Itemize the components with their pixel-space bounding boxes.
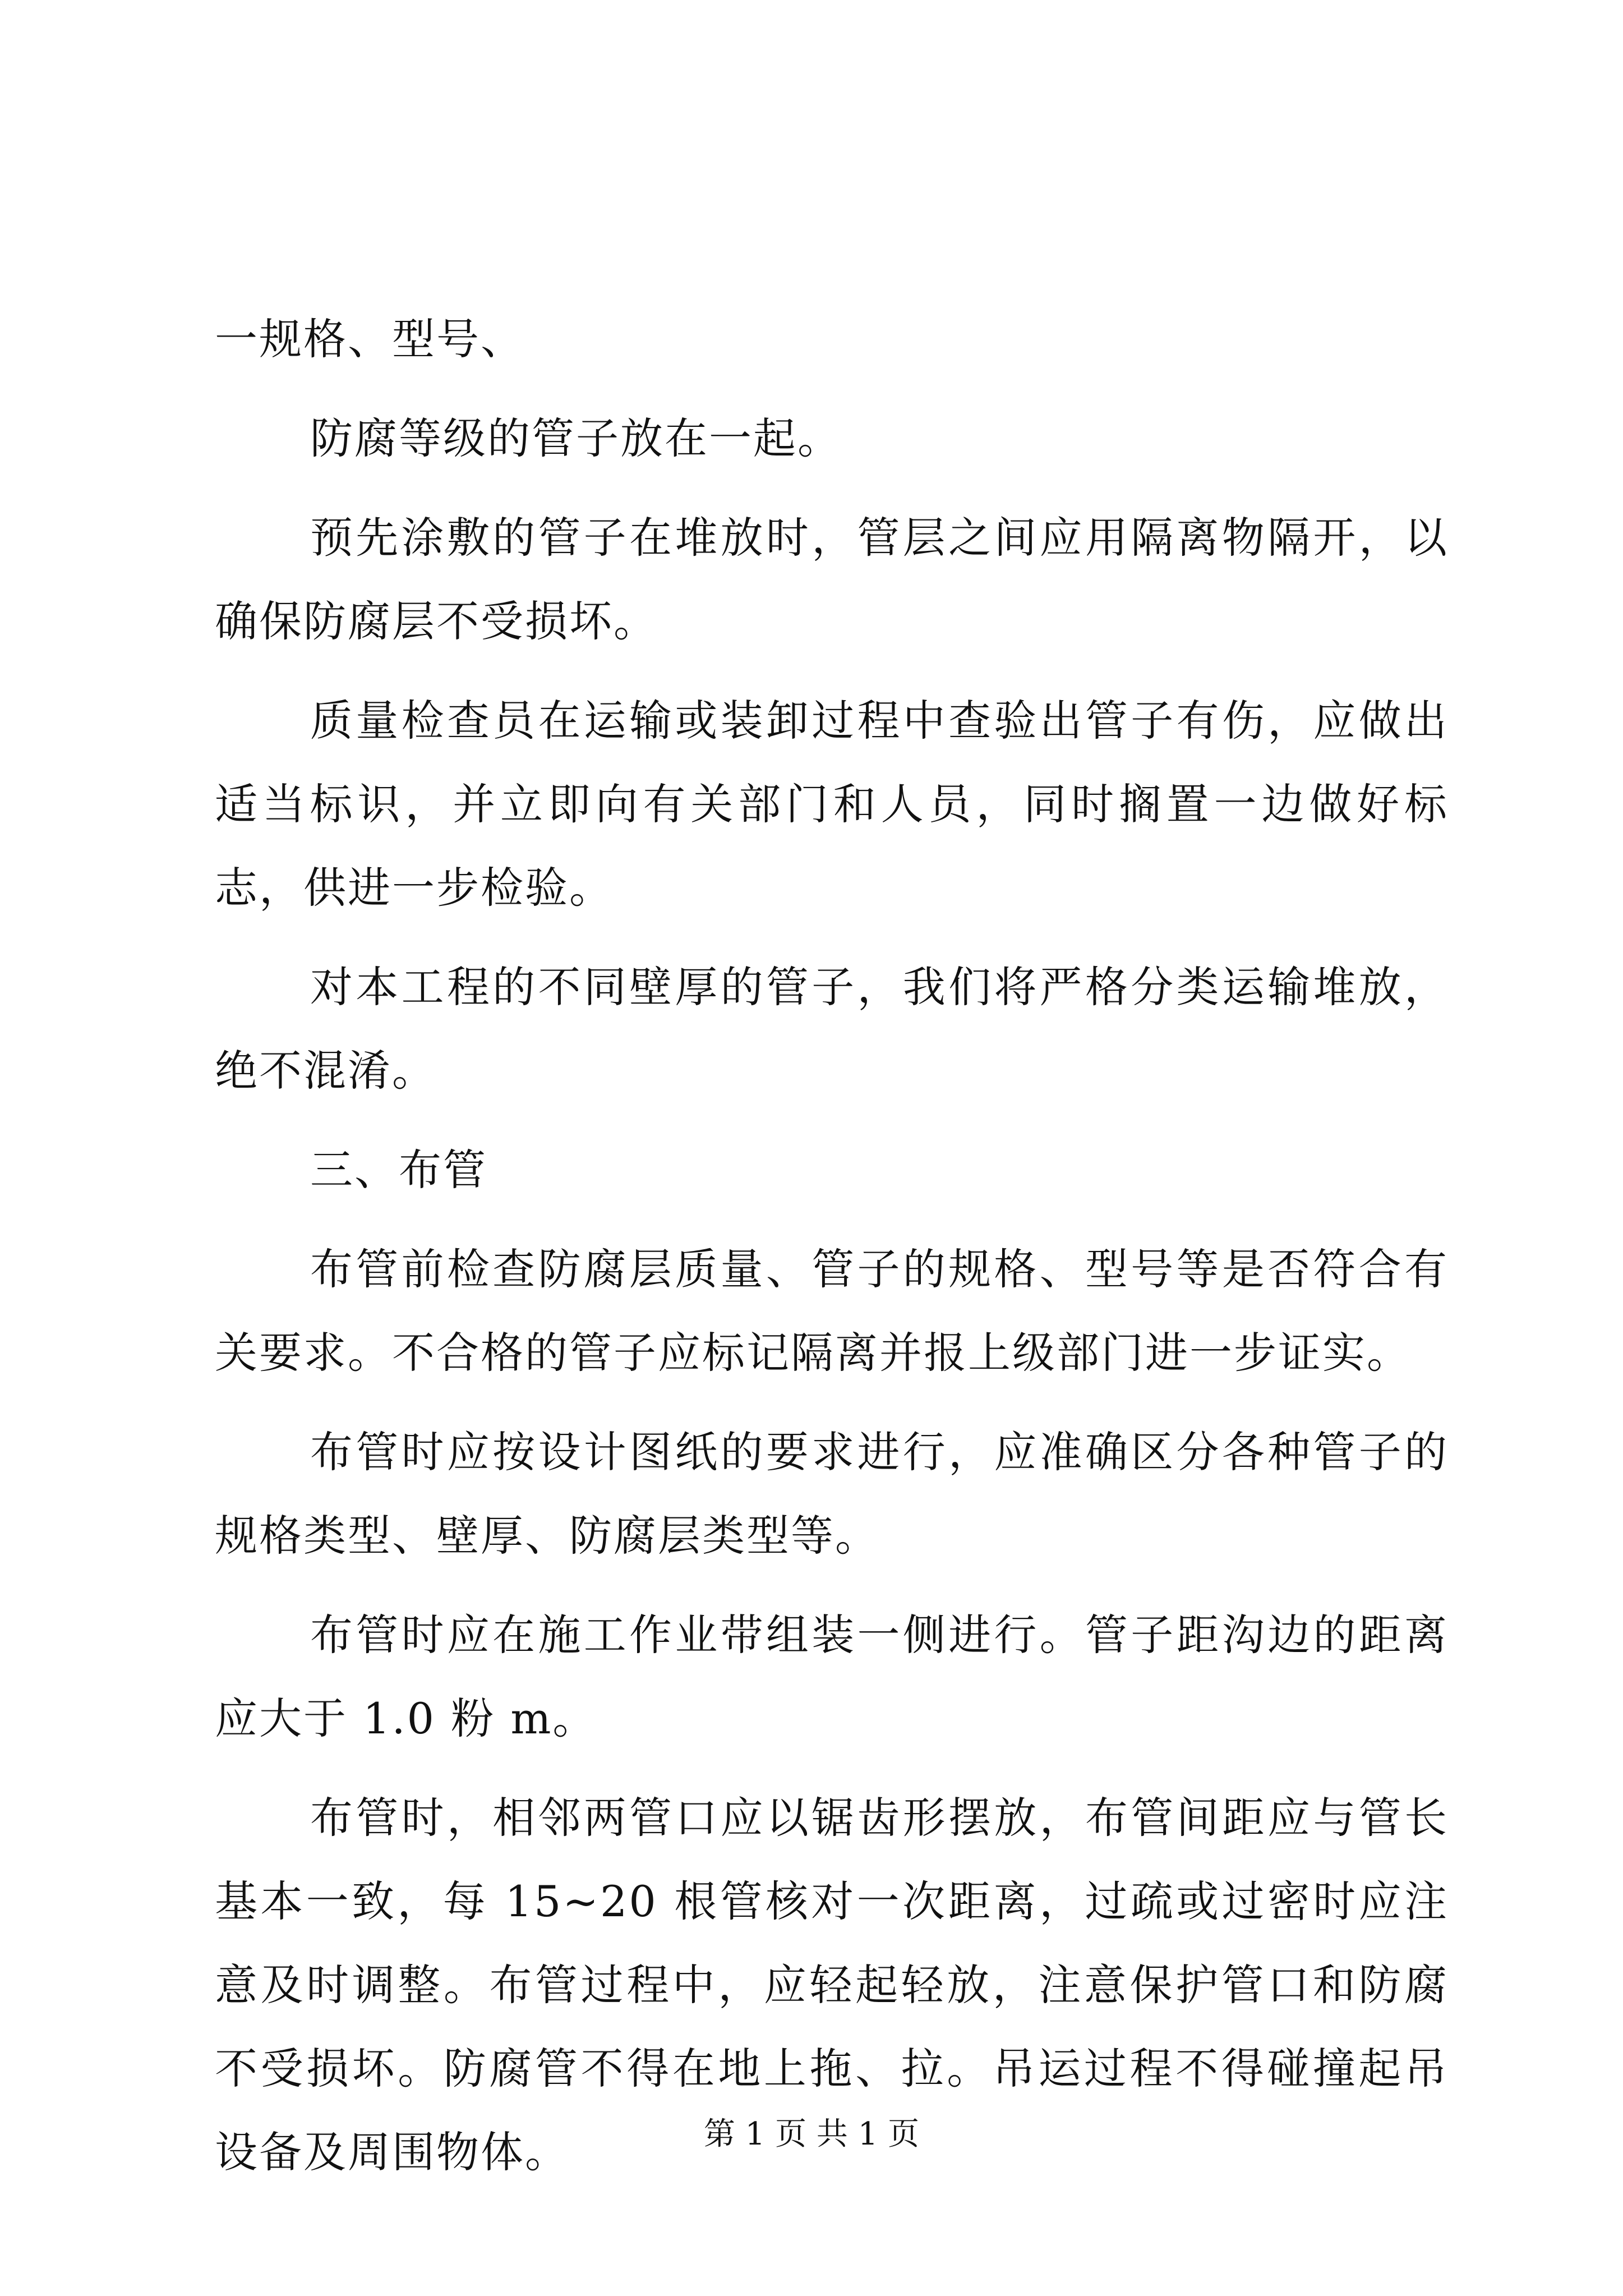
paragraph-anticorrosion-grade: 防腐等级的管子放在一起。	[310, 413, 842, 463]
paragraph-wall-thickness: 对本工程的不同壁厚的管子，我们将严格分类运输堆放，绝不混淆。	[215, 962, 1449, 1096]
paragraph-quality-inspection: 质量检查员在运输或装卸过程中查验出管子有伤，应做出适当标识，并立即向有关部门和人员，同时搁置一边做好标志，供进一步检验。	[215, 696, 1449, 913]
page-footer: 第 1 页 共 1 页	[703, 2116, 920, 2152]
paragraph-pre-laying-check: 布管前检查防腐层质量、管子的规格、型号等是否符合有关要求。不合格的管子应标记隔离并报上级部门进一步证实。	[215, 1244, 1449, 1378]
paragraph-precoated-stacking: 预先涂敷的管子在堆放时，管层之间应用隔离物隔开，以确保防腐层不受损坏。	[215, 513, 1449, 646]
paragraph-design-drawing: 布管时应按设计图纸的要求进行，应准确区分各种管子的规格类型、壁厚、防腐层类型等。	[215, 1427, 1449, 1561]
document-body	[215, 297, 1449, 2210]
paragraph-spec-continuation: 一规格、型号、	[215, 314, 525, 364]
paragraph-working-strip: 布管时应在施工作业带组装一侧进行。管子距沟边的距离应大于 1.0 粉 m。	[215, 1610, 1449, 1743]
section-heading-pipe-laying: 三、布管	[310, 1145, 487, 1195]
paragraph-zigzag-layout: 布管时，相邻两管口应以锯齿形摆放，布管间距应与管长基本一致，每 15~20 根管核对一次距离，过疏或过密时应注意及时调整。布管过程中，应轻起轻放，注意保护管口和防腐不受损坏。防腐管不得在地上拖、拉。吊运过程不得碰撞起吊设备及周围物体。	[215, 1793, 1449, 2177]
